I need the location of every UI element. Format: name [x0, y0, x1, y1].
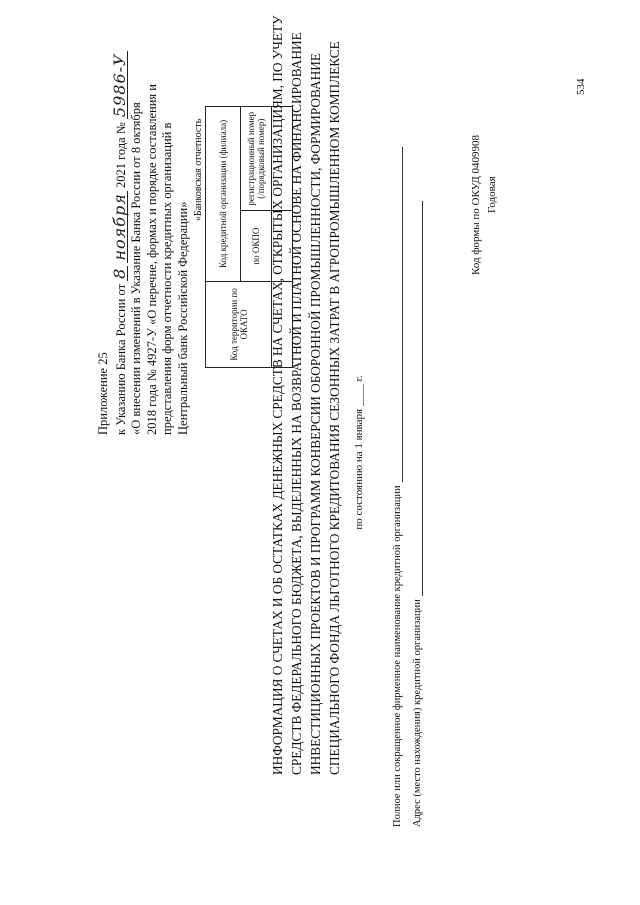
appendix-line-5: представления форм отчетности кредитных организаций в: [160, 122, 174, 435]
territory-code-header: Код территории по ОКАТО: [206, 281, 272, 367]
decree-reference: к Указанию Банка России от 8 ноября 2021 года № 5986-У: [109, 53, 129, 435]
reporting-period: Годовая: [486, 176, 498, 213]
appendix-number: Приложение 25: [96, 352, 110, 435]
appendix-line-4: 2018 года № 4927-У «О перечне, формах и порядке составления и: [144, 84, 159, 435]
handwritten-decree-number: 5986-У: [109, 53, 129, 118]
year-blank: ____: [353, 384, 365, 407]
address-label: Адрес (место нахождения) кредитной организации: [412, 599, 423, 827]
appendix-line-3: «О внесении изменений в Указание Банка России от 8 октября: [129, 102, 143, 435]
appendix-header: [96, 15, 191, 435]
full-name-field: [392, 147, 403, 827]
form-title: [268, 15, 344, 775]
full-name-line: [402, 147, 403, 482]
handwritten-day: 8: [109, 267, 129, 279]
title-line-1: ИНФОРМАЦИЯ О СЧЕТАХ И ОБ ОСТАТКАХ ДЕНЕЖНЫХ СРЕДСТВ НА СЧЕТАХ, ОТКРЫТЫХ ОРГАНИЗАЦИЯМ, ПО УЧЕТУ: [270, 15, 285, 775]
address-field: [412, 201, 423, 827]
form-code: Код формы по ОКУД 0409908: [470, 134, 482, 275]
okpo-header: по ОКПО: [241, 211, 272, 281]
address-line: [422, 201, 423, 596]
title-line-2: СРЕДСТВ ФЕДЕРАЛЬНОГО БЮДЖЕТА, ВЫДЕЛЕННЫХ НА ВОЗВРАТНОЙ И ПЛАТНОЙ ОСНОВЕ НА ФИНАНСИРОВАНИЕ: [289, 32, 304, 775]
handwritten-month: ноября: [109, 193, 129, 261]
credit-org-code-header: Код кредитной организации (филиала): [206, 107, 241, 282]
title-line-4: СПЕЦИАЛЬНОГО ФОНДА ЛЬГОТНОГО КРЕДИТОВАНИЯ СЕЗОННЫХ ЗАТРАТ В АГРОПРОМЫШЛЕННОМ КОМПЛЕКСЕ: [327, 41, 342, 775]
title-line-3: ИНВЕСТИЦИОННЫХ ПРОЕКТОВ И ПРОГРАММ КОНВЕРСИИ ОБОРОННОЙ ПРОМЫШЛЕННОСТИ, ФОРМИРОВАНИЕ: [308, 53, 323, 775]
reg-number-header: регистрационный номер (/порядковый номер): [241, 107, 272, 211]
appendix-line-6: Центральный банк Российской Федерации»: [175, 201, 190, 435]
full-name-label: Полное или сокращенное фирменное наименование кредитной организации: [392, 485, 403, 827]
banking-reporting-label: «Банковская отчетность: [193, 118, 204, 221]
as-of-date: по состоянию на 1 января ____ г.: [353, 375, 365, 530]
page-number: 534: [575, 78, 587, 95]
